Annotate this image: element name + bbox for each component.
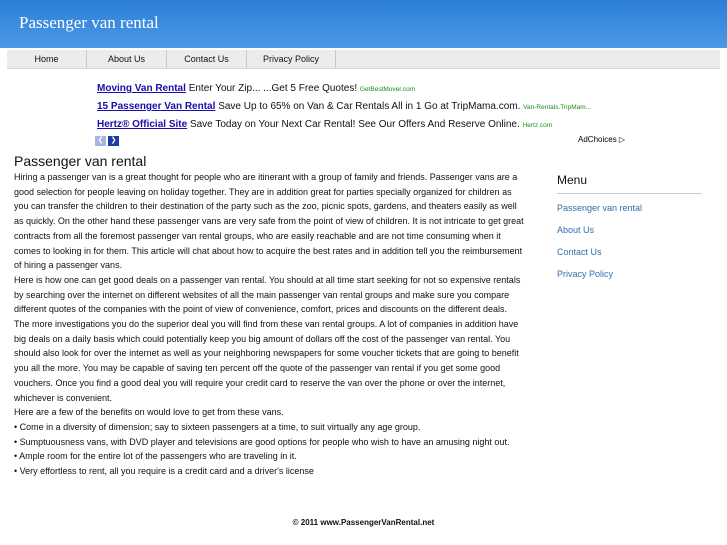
nav-contact-us[interactable]: Contact Us	[167, 50, 247, 68]
article-body	[14, 170, 524, 479]
sidebar-title: Menu	[557, 173, 588, 187]
ad-title-link[interactable]: Hertz® Official Site	[97, 119, 188, 130]
ad-text: Enter Your Zip... ...Get 5 Free Quotes!	[188, 83, 358, 94]
footer-copyright: © 2011 www.PassengerVanRental.net	[292, 518, 435, 527]
ad-source-link[interactable]: Van-Rentals.TripMam...	[523, 104, 592, 111]
sidebar-link-passenger-van-rental[interactable]: Passenger van rental	[557, 203, 643, 213]
article-paragraph: Here are a few of the benefits on would love to get from these vans.	[14, 407, 284, 418]
ad-source-link[interactable]: Hertz.com	[522, 122, 553, 129]
sidebar-link-privacy-policy[interactable]: Privacy Policy	[557, 269, 614, 279]
article-paragraph: Here is how one can get good deals on a passenger van rental. You should at all time start seeking for not so expensive rentals by searching over the internet on different websites of all the main passenger van rental groups and make sure you compare different quotes of the companies with the point of view of convenience, comfort, prices and discounts on the different deals. The more investigations you do the superior deal you will find from these van rental groups. A lot of companies in addition have big deals on a daily basis which could potentially keep you big amount of dollars off the cost of the passenger van rental. You should also look for over the internet as well as your neighboring newspapers for some voucher tickets that are going to benefit you all the more. You may be capable of saving ten percent off the quote of the passenger van rental if you get some good vouchers. Once you find a good deal you will require your credit card to reserve the van over the phone or over the internet, whichever is convenient.	[14, 274, 521, 403]
ad-prev-button[interactable]: ❮	[95, 136, 106, 146]
ad-title-link[interactable]: 15 Passenger Van Rental	[97, 101, 216, 112]
nav-home[interactable]: Home	[7, 50, 87, 68]
adchoices-link[interactable]: AdChoices ▷	[578, 135, 626, 144]
ad-unit	[97, 101, 591, 112]
ad-source-link[interactable]: GetBestMover.com	[359, 86, 416, 93]
article-bullet: • Sumptuousness vans, with DVD player and televisions are good options for people who wish to have an amusing night out.	[14, 436, 510, 447]
article-bullet: • Very effortless to rent, all you require is a credit card and a driver's license	[14, 466, 314, 477]
site-header	[0, 0, 727, 48]
ad-text: Save Today on Your Next Car Rental! See Our Offers And Reserve Online.	[189, 119, 520, 130]
article-bullet: • Ample room for the entire lot of the passengers who are traveling in it.	[14, 451, 297, 462]
nav-privacy-policy[interactable]: Privacy Policy	[247, 50, 336, 68]
site-title[interactable]: Passenger van rental	[19, 13, 159, 32]
sidebar-link-about-us[interactable]: About Us	[557, 225, 595, 235]
top-navbar	[7, 50, 720, 69]
page-title: Passenger van rental	[14, 153, 147, 169]
ad-title-link[interactable]: Moving Van Rental	[97, 83, 186, 94]
ad-text: Save Up to 65% on Van & Car Rentals All in 1 Go at TripMama.com.	[218, 101, 521, 112]
ad-next-button[interactable]: ❯	[108, 136, 119, 146]
ad-unit	[97, 83, 415, 94]
nav-about-us[interactable]: About Us	[87, 50, 167, 68]
sidebar-link-contact-us[interactable]: Contact Us	[557, 247, 602, 257]
article-paragraph: Hiring a passenger van is a great thought for people who are itinerant with a group of family and friends. Passenger vans are a good selection for people leaving on holiday together. They are in addition great for parties specially organized for children as you can transfer the children to their destination of the party such as the zoo, picnic spots, gardens, and theaters easily as well as quickly. On the other hand these passenger vans are very safe from the point of view of children. It is not intricate to get great contracts from all the foremost passenger van rental groups, who are easily reachable and are not time consuming when it comes to looking in for them. This article will chat about how to acquire the best rates and in addition tell you the reimbursement of hiring a passenger vans.	[14, 172, 524, 271]
ad-unit	[97, 119, 552, 130]
sidebar-divider	[557, 193, 702, 194]
article-bullet: • Come in a diversity of dimension; say to sixteen passengers at a time, to suit virtually any age group.	[14, 421, 421, 432]
